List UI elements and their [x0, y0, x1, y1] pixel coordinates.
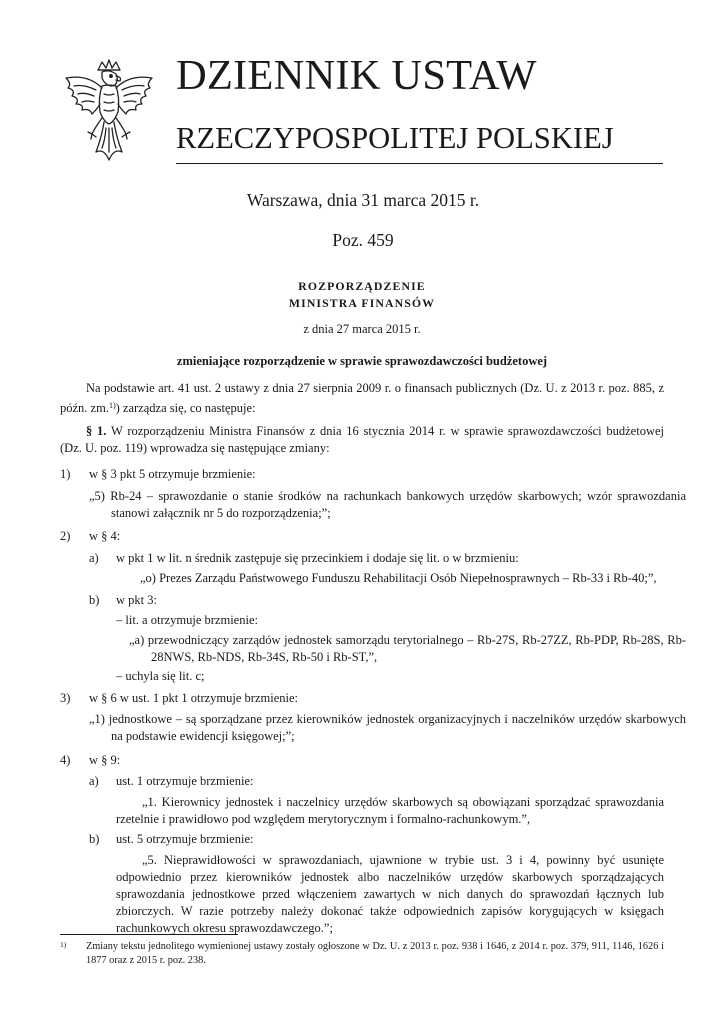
- item-4-text: w § 9:: [89, 753, 121, 767]
- item-2b-dash-1: – lit. a otrzymuje brzmienie:: [116, 613, 258, 627]
- item-3-number: 3): [60, 691, 71, 705]
- publication-date: Warszawa, dnia 31 marca 2015 r.: [246, 190, 480, 210]
- white-eagle-emblem-icon: [58, 56, 160, 168]
- section-1-mark: § 1.: [86, 424, 107, 438]
- section-1: § 1. W rozporządzeniu Ministra Finansów z dnia 16 stycznia 2014 r. w sprawie sprawozdawczości budżetowej (Dz. U. poz. 119) wprowadza się następujące zmiany:: [60, 424, 665, 455]
- item-4-number: 4): [60, 753, 71, 767]
- item-4a-letter: a): [89, 774, 99, 788]
- item-2-number: 2): [60, 529, 71, 543]
- item-4b-text: ust. 5 otrzymuje brzmienie:: [116, 832, 254, 846]
- item-1-quote: „5) Rb-24 – sprawozdanie o stanie środków na rachunkach bankowych urzędów skarbowych; wzór sprawozdania stanowi załącznik nr 5 do rozporządzenia;”;: [89, 489, 686, 520]
- item-4b-quote: „5. Nieprawidłowości w sprawozdaniach, ujawnione w trybie ust. 3 i 4, powinny być usunięte odpowiednio przez kierowników jednostek albo naczelników urzędów skarbowych sporządzających sprawozdania jednostkowe przed włączeniem zawartych w nich danych do sprawozdań łącznych lub zbiorczych. W razie potrzeby należy dokonać także odpowiednich zapisów korygujących w księgach rachunkowych okresu sprawozdawczego.”;: [116, 853, 664, 935]
- footnote: [60, 940, 664, 968]
- item-1-text: w § 3 pkt 5 otrzymuje brzmienie:: [89, 467, 256, 481]
- item-2a-letter: a): [89, 551, 99, 565]
- item-4a-quote: „1. Kierownicy jednostek i naczelnicy urzędów skarbowych są obowiązani sporządzać sprawozdania rzetelnie i prawidłowo pod względem merytorycznym i formalno-rachunkowym.”,: [116, 795, 664, 826]
- regulation-issuer: MINISTRA FINANSÓW: [288, 296, 436, 310]
- regulation-date: z dnia 27 marca 2015 r.: [303, 322, 421, 336]
- position-number: Poz. 459: [332, 230, 394, 250]
- preamble: Na podstawie art. 41 ust. 2 ustawy z dnia 27 sierpnia 2009 r. o finansach publicznych (Dz. U. z 2013 r. poz. 885, z późn. zm.$^{1)}$) zarządza się, co następuje:: [60, 381, 664, 415]
- footnote-ref: 1): [108, 401, 116, 410]
- journal-title: DZIENNIK USTAW: [176, 52, 537, 99]
- header-rule: [176, 163, 663, 164]
- item-2-text: w § 4:: [89, 529, 121, 543]
- item-2b-text: w pkt 3:: [116, 593, 157, 607]
- footnote-text: Zmiany tekstu jednolitego wymienionej ustawy zostały ogłoszone w Dz. U. z 2013 r. poz. 938 i 1646, z 2014 r. poz. 379, 911, 1146, 1626 i 1877 oraz z 2015 r. poz. 238.: [86, 941, 664, 966]
- item-4b-letter: b): [89, 832, 100, 846]
- item-3-quote: „1) jednostkowe – są sporządzane przez kierowników jednostek organizacyjnych i naczelników urzędów skarbowych na podstawie ewidencji księgowej;”;: [89, 712, 686, 743]
- item-2b-quote: „a) przewodniczący zarządów jednostek samorządu terytorialnego – Rb-27S, Rb-27ZZ, Rb-PDP, Rb-28S, Rb-28NWS, Rb-NDS, Rb-34S, Rb-50 i Rb-ST,”,: [129, 633, 686, 664]
- item-2b-letter: b): [89, 593, 100, 607]
- item-2a-text: w pkt 1 w lit. n średnik zastępuje się przecinkiem i dodaje się lit. o w brzmieniu:: [116, 551, 519, 565]
- regulation-type: ROZPORZĄDZENIE: [298, 279, 426, 293]
- footnote-mark: 1): [60, 940, 67, 949]
- item-2a-quote: „o) Prezes Zarządu Państwowego Funduszu Rehabilitacji Osób Niepełnosprawnych – Rb-33 i Rb-40;”,: [140, 571, 657, 585]
- journal-subtitle: RZECZYPOSPOLITEJ POLSKIEJ: [176, 121, 614, 155]
- regulation-subject: zmieniające rozporządzenie w sprawie sprawozdawczości budżetowej: [176, 354, 548, 368]
- footnote-rule: [60, 934, 238, 935]
- item-1-number: 1): [60, 467, 71, 481]
- item-4a-text: ust. 1 otrzymuje brzmienie:: [116, 774, 254, 788]
- item-2b-dash-2: – uchyla się lit. c;: [116, 669, 205, 683]
- item-3-text: w § 6 w ust. 1 pkt 1 otrzymuje brzmienie:: [89, 691, 298, 705]
